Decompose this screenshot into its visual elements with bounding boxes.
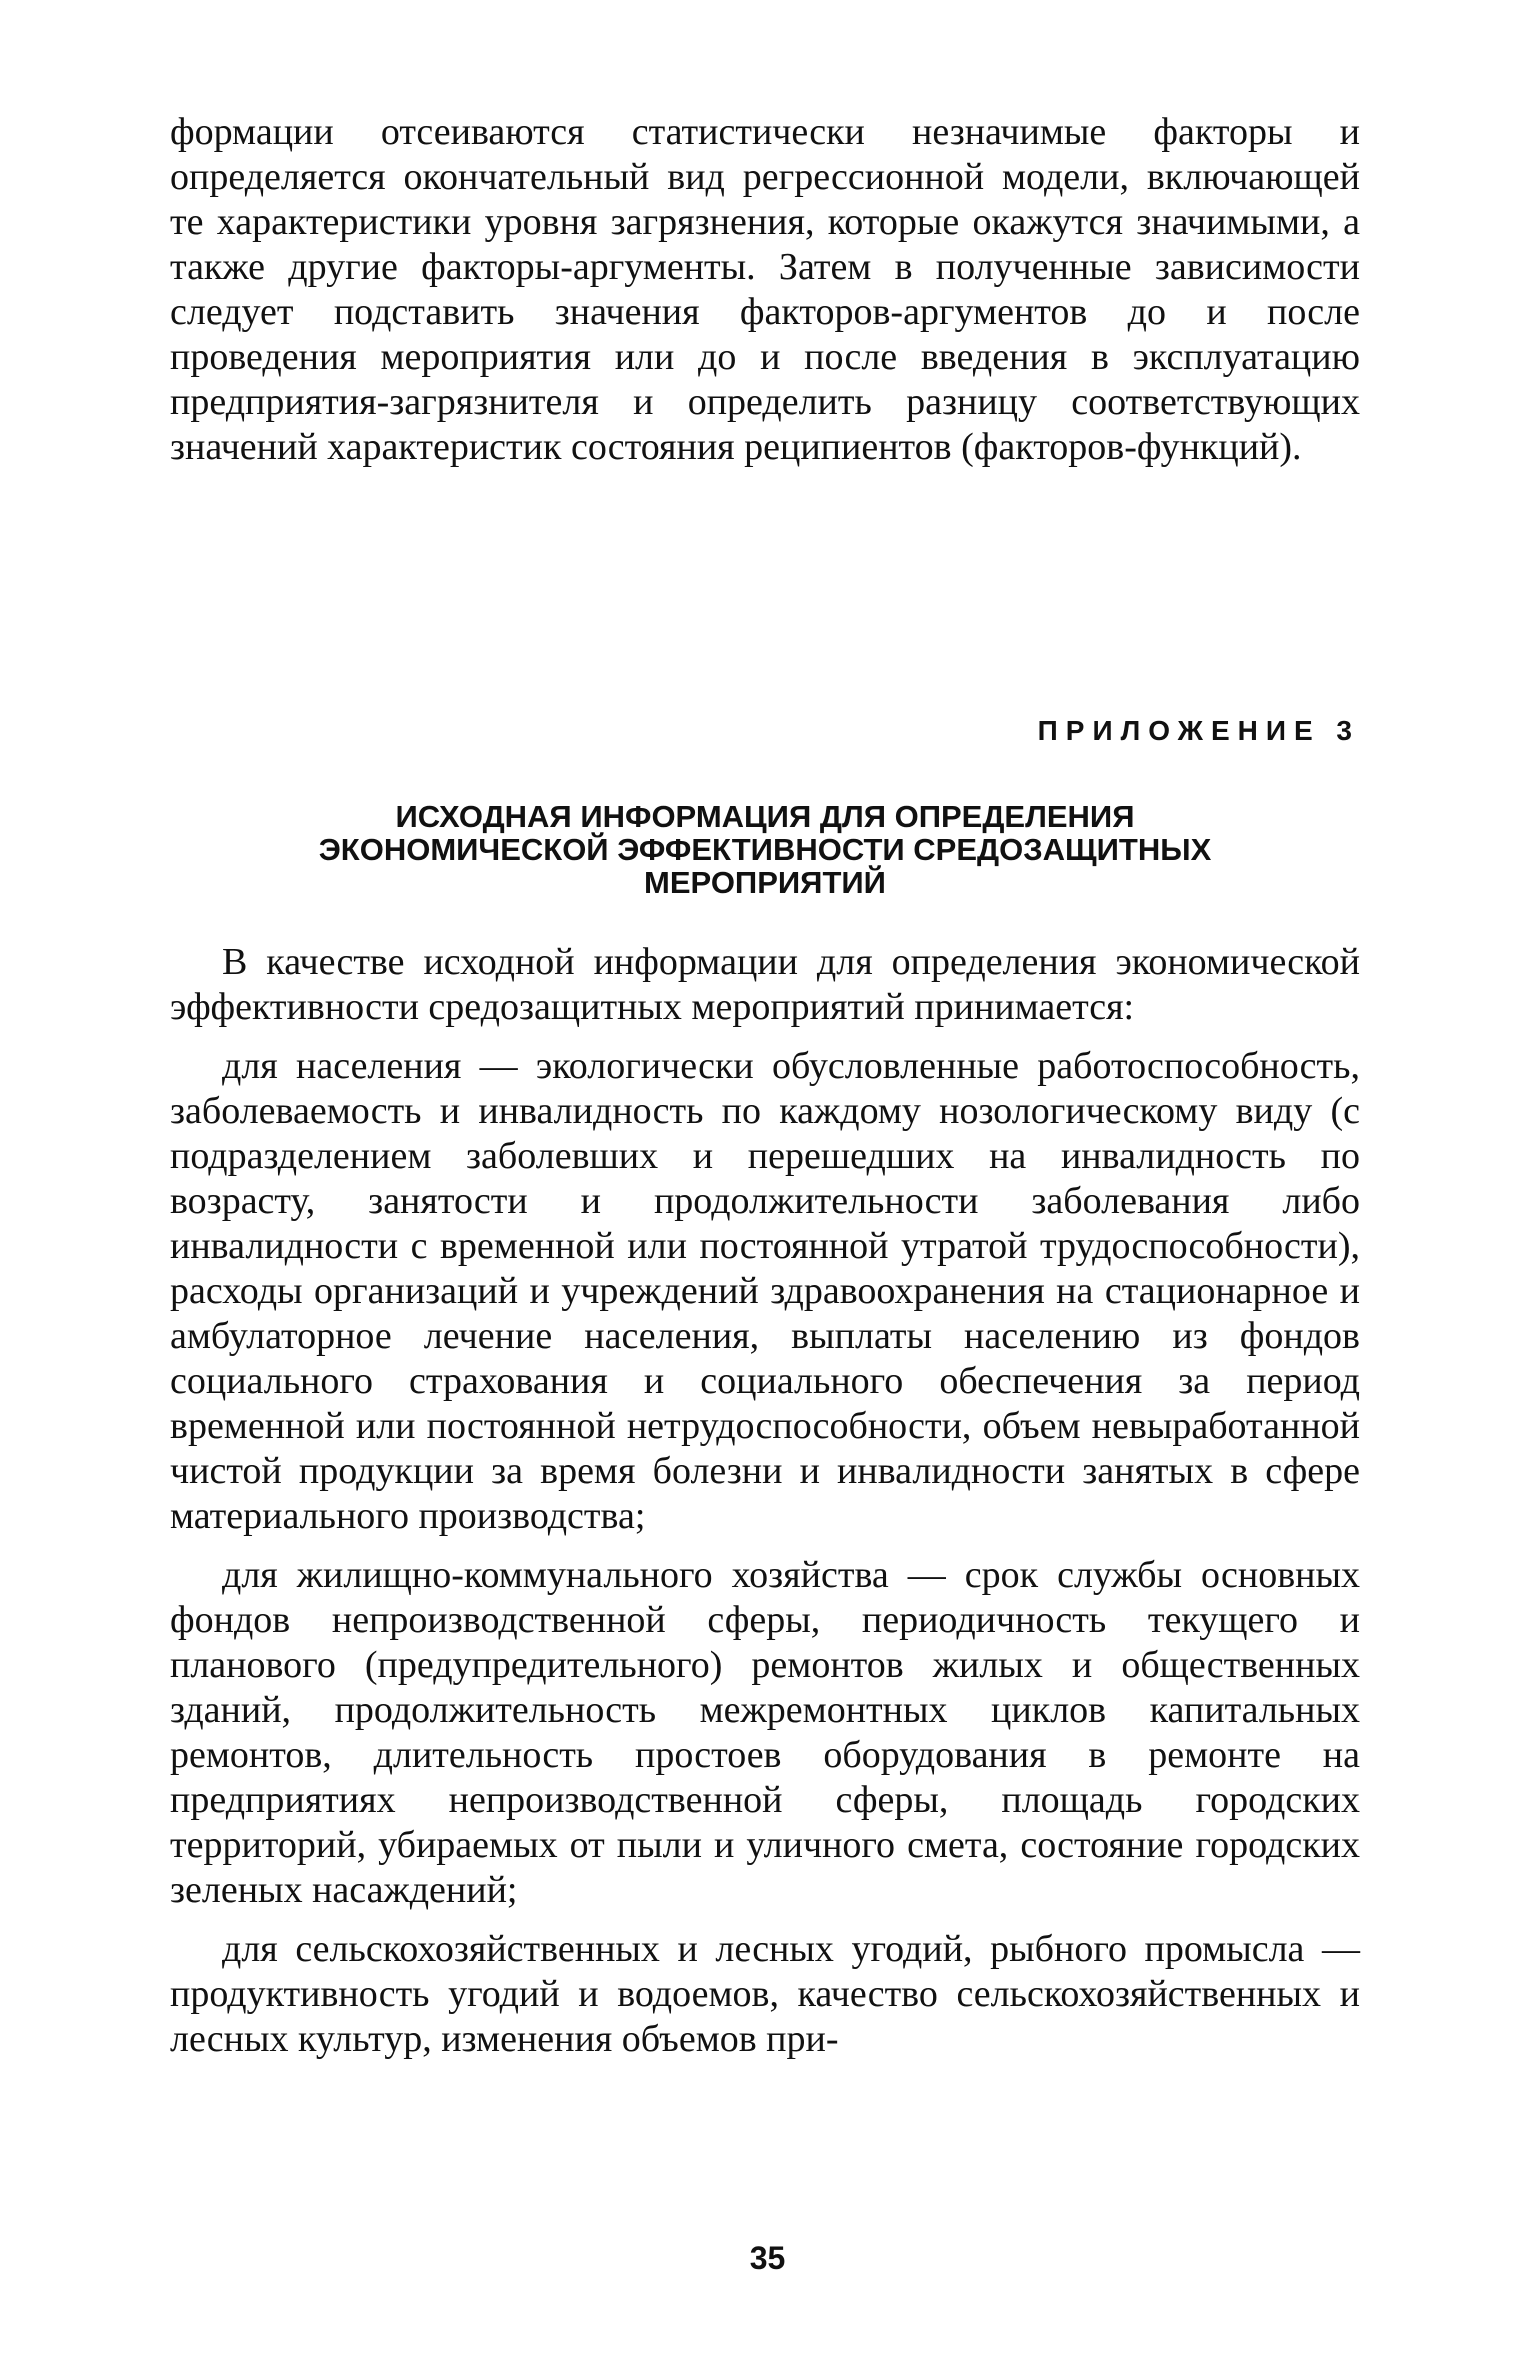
title-line-3: МЕРОПРИЯТИЙ (644, 865, 886, 900)
title-line-2: ЭКОНОМИЧЕСКОЙ ЭФФЕКТИВНОСТИ СРЕДОЗАЩИТНЫХ (318, 832, 1212, 867)
title-line-1: ИСХОДНАЯ ИНФОРМАЦИЯ ДЛЯ ОПРЕДЕЛЕНИЯ (395, 799, 1135, 834)
body-paragraph-intro: В качестве исходной информации для определения экономической эффективности средозащитных мероприятий принимается: (170, 941, 1360, 1028)
appendix-label: ПРИЛОЖЕНИЕ 3 (1037, 715, 1360, 746)
body-paragraph-agriculture: для сельскохозяйственных и лесных угодий, рыбного промысла — продуктивность угодий и водоемов, качество сельскохозяйственных и лесных культур, изменения объемов при- (170, 1928, 1360, 2060)
body-paragraph-housing: для жилищно-коммунального хозяйства — срок службы основных фондов непроизводственной сферы, периодичность текущего и планового (предупредительного) ремонтов жилых и общественных зданий, продолжительность межремонтных циклов капитальных ремонтов, длительность простоев оборудования в ремонте на предприятиях непроизводственной сферы, площадь городских территорий, убираемых от пыли и уличного смета, состояние городских зеленых насаждений; (170, 1554, 1360, 1911)
intro-paragraph: формации отсеиваются статистически незначимые факторы и определяется окончательный вид регрессионной модели, включающей те характеристики уровня загрязнения, которые окажутся значимыми, а также другие факторы-аргументы. Затем в полученные зависимости следует подставить значения факторов-аргументов до и после проведения мероприятия или до и после введения в эксплуатацию предприятия-загрязнителя и определить разницу соответствующих значений характеристик состояния реципиентов (факторов-функций). (170, 111, 1360, 468)
page-number: 35 (749, 2240, 786, 2276)
body-paragraph-population: для населения — экологически обусловленные работоспособность, заболеваемость и инвалидность по каждому нозологическому виду (с подразделением заболевших и перешедших на инвалидность по возрасту, занятости и продолжительности заболевания либо инвалидности с временной или постоянной утратой трудоспособности), расходы организаций и учреждений здравоохранения на стационарное и амбулаторное лечение населения, выплаты населению из фондов социального страхования и социального обеспечения за период временной или постоянной нетрудоспособности, объем невыработанной чистой продукции за время болезни и инвалидности занятых в сфере материального производства; (170, 1045, 1360, 1537)
section-body (170, 940, 1360, 2076)
section-title (170, 800, 1360, 899)
document-page (170, 110, 1360, 2060)
